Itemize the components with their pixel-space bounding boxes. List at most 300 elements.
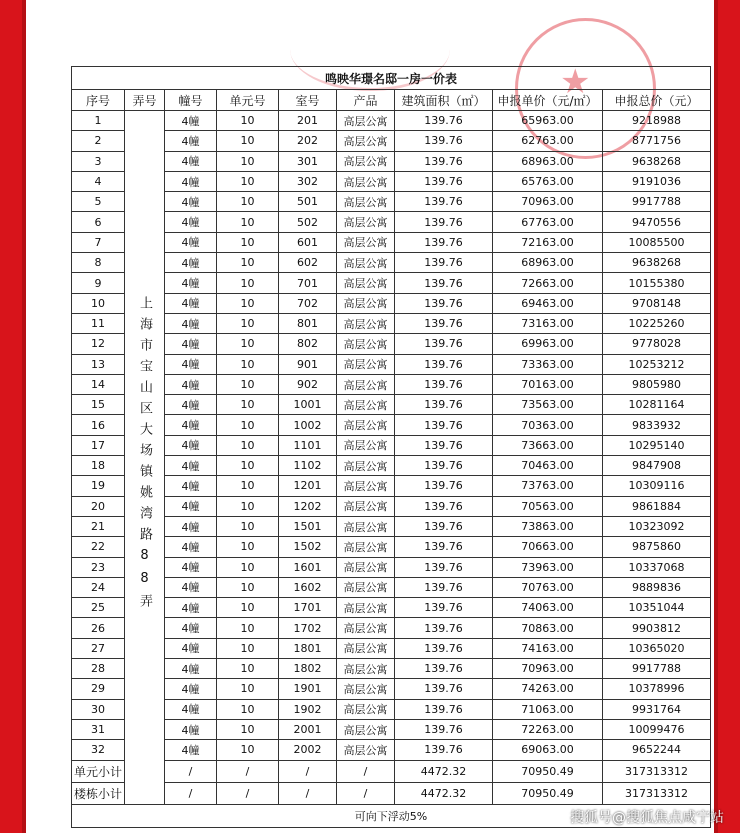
table-cell: 10 [217, 638, 279, 658]
table-cell: 601 [279, 232, 337, 252]
table-cell: 70163.00 [493, 374, 603, 394]
table-cell: 139.76 [395, 496, 493, 516]
table-cell: 139.76 [395, 253, 493, 273]
table-cell: 4幢 [165, 719, 217, 739]
table-cell: 4幢 [165, 679, 217, 699]
table-cell: 10 [217, 232, 279, 252]
table-cell: 7 [72, 232, 125, 252]
table-cell: 高层公寓 [337, 354, 395, 374]
table-cell: 10 [217, 577, 279, 597]
table-cell: 4幢 [165, 415, 217, 435]
table-cell: 9191036 [603, 171, 711, 191]
table-cell: 139.76 [395, 740, 493, 760]
table-row [72, 516, 711, 536]
subtotal-cell: / [217, 782, 279, 804]
table-cell: 9218988 [603, 111, 711, 131]
table-cell: 10 [217, 719, 279, 739]
table-cell: 4幢 [165, 476, 217, 496]
table-cell: 9805980 [603, 374, 711, 394]
table-cell: 10 [217, 618, 279, 638]
table-cell: 2 [72, 131, 125, 151]
table-cell: 139.76 [395, 192, 493, 212]
column-header: 室号 [279, 90, 337, 111]
table-cell: 1902 [279, 699, 337, 719]
table-cell: 1001 [279, 395, 337, 415]
table-cell: 65763.00 [493, 171, 603, 191]
table-cell: 1901 [279, 679, 337, 699]
table-cell: 高层公寓 [337, 577, 395, 597]
table-cell: 69063.00 [493, 740, 603, 760]
table-cell: 2001 [279, 719, 337, 739]
table-cell: 139.76 [395, 719, 493, 739]
table-cell: 4幢 [165, 151, 217, 171]
table-row [72, 456, 711, 476]
column-header: 申报总价（元） [603, 90, 711, 111]
table-cell: 高层公寓 [337, 719, 395, 739]
table-cell: 9917788 [603, 659, 711, 679]
subtotal-row [72, 782, 711, 804]
table-cell: 65963.00 [493, 111, 603, 131]
table-row [72, 537, 711, 557]
table-cell: 5 [72, 192, 125, 212]
subtotal-cell: 70950.49 [493, 782, 603, 804]
table-cell: 4幢 [165, 537, 217, 557]
table-cell: 10 [217, 273, 279, 293]
table-cell: 139.76 [395, 151, 493, 171]
table-cell: 139.76 [395, 699, 493, 719]
table-row [72, 476, 711, 496]
table-cell: 602 [279, 253, 337, 273]
subtotal-cell: 317313312 [603, 782, 711, 804]
table-cell: 1602 [279, 577, 337, 597]
table-cell: 高层公寓 [337, 679, 395, 699]
table-cell: 4幢 [165, 456, 217, 476]
table-cell: 9652244 [603, 740, 711, 760]
table-cell: 1102 [279, 456, 337, 476]
table-row [72, 638, 711, 658]
subtotal-cell: / [165, 782, 217, 804]
table-cell: 4幢 [165, 334, 217, 354]
table-cell: 139.76 [395, 273, 493, 293]
table-cell: 68963.00 [493, 151, 603, 171]
table-cell: 73163.00 [493, 313, 603, 333]
table-cell: 139.76 [395, 374, 493, 394]
table-cell: 10 [217, 598, 279, 618]
table-cell: 10309116 [603, 476, 711, 496]
table-cell: 139.76 [395, 679, 493, 699]
table-cell: 9833932 [603, 415, 711, 435]
table-cell: 2002 [279, 740, 337, 760]
table-cell: 11 [72, 313, 125, 333]
table-cell: 9917788 [603, 192, 711, 212]
table-cell: 10155380 [603, 273, 711, 293]
table-row [72, 171, 711, 191]
column-header: 产品 [337, 90, 395, 111]
table-cell: 139.76 [395, 577, 493, 597]
table-cell: 高层公寓 [337, 740, 395, 760]
table-cell: 10 [217, 516, 279, 536]
table-cell: 30 [72, 699, 125, 719]
table-row [72, 253, 711, 273]
column-header: 幢号 [165, 90, 217, 111]
table-cell: 74063.00 [493, 598, 603, 618]
table-cell: 70563.00 [493, 496, 603, 516]
table-row [72, 192, 711, 212]
table-cell: 4幢 [165, 618, 217, 638]
table-cell: 139.76 [395, 334, 493, 354]
table-cell: 9638268 [603, 253, 711, 273]
table-cell: 139.76 [395, 232, 493, 252]
table-cell: 29 [72, 679, 125, 699]
table-cell: 10 [217, 131, 279, 151]
table-cell: 4幢 [165, 395, 217, 415]
table-row [72, 577, 711, 597]
table-cell: 9470556 [603, 212, 711, 232]
table-cell: 1702 [279, 618, 337, 638]
table-cell: 67763.00 [493, 212, 603, 232]
table-cell: 4幢 [165, 516, 217, 536]
table-cell: 9861884 [603, 496, 711, 516]
table-cell: 高层公寓 [337, 659, 395, 679]
table-cell: 139.76 [395, 313, 493, 333]
subtotal-cell: 70950.49 [493, 760, 603, 782]
table-cell: 139.76 [395, 476, 493, 496]
column-header: 申报单价（元/㎡） [493, 90, 603, 111]
table-cell: 139.76 [395, 131, 493, 151]
table-cell: 70963.00 [493, 659, 603, 679]
subtotal-cell: / [337, 760, 395, 782]
table-cell: 139.76 [395, 415, 493, 435]
table-cell: 10378996 [603, 679, 711, 699]
table-cell: 高层公寓 [337, 456, 395, 476]
table-row [72, 374, 711, 394]
table-cell: 10 [217, 537, 279, 557]
table-cell: 4幢 [165, 131, 217, 151]
table-cell: 139.76 [395, 618, 493, 638]
table-row [72, 395, 711, 415]
right-frame-edge [714, 0, 718, 833]
column-header: 序号 [72, 90, 125, 111]
table-row [72, 354, 711, 374]
table-row [72, 293, 711, 313]
table-cell: 1101 [279, 435, 337, 455]
table-cell: 9889836 [603, 577, 711, 597]
column-header: 单元号 [217, 90, 279, 111]
table-cell: 201 [279, 111, 337, 131]
column-header: 建筑面积（㎡） [395, 90, 493, 111]
table-cell: 10 [217, 374, 279, 394]
table-cell: 18 [72, 456, 125, 476]
table-cell: 139.76 [395, 395, 493, 415]
table-cell: 高层公寓 [337, 395, 395, 415]
table-cell: 139.76 [395, 293, 493, 313]
table-cell: 10 [217, 435, 279, 455]
table-cell: 10 [217, 313, 279, 333]
table-cell: 10 [217, 171, 279, 191]
table-cell: 4幢 [165, 598, 217, 618]
subtotal-label: 楼栋小计 [72, 782, 125, 804]
table-cell: 139.76 [395, 557, 493, 577]
table-cell: 69963.00 [493, 334, 603, 354]
table-row [72, 496, 711, 516]
table-cell: 139.76 [395, 598, 493, 618]
table-cell: 4幢 [165, 253, 217, 273]
table-cell: 801 [279, 313, 337, 333]
table-cell: 高层公寓 [337, 111, 395, 131]
table-cell: 10085500 [603, 232, 711, 252]
table-cell: 10 [217, 192, 279, 212]
table-cell: 9903812 [603, 618, 711, 638]
table-cell: 139.76 [395, 111, 493, 131]
table-cell: 4幢 [165, 374, 217, 394]
table-cell: 4幢 [165, 496, 217, 516]
table-cell: 74163.00 [493, 638, 603, 658]
table-row [72, 415, 711, 435]
table-cell: 10253212 [603, 354, 711, 374]
table-cell: 4 [72, 171, 125, 191]
table-cell: 4幢 [165, 293, 217, 313]
table-cell: 高层公寓 [337, 192, 395, 212]
table-cell: 高层公寓 [337, 618, 395, 638]
subtotal-cell: / [279, 782, 337, 804]
table-cell: 1002 [279, 415, 337, 435]
table-cell: 14 [72, 374, 125, 394]
table-cell: 13 [72, 354, 125, 374]
table-cell: 902 [279, 374, 337, 394]
table-cell: 139.76 [395, 638, 493, 658]
table-cell: 高层公寓 [337, 415, 395, 435]
table-cell: 10 [217, 679, 279, 699]
table-row [72, 151, 711, 171]
subtotal-row [72, 760, 711, 782]
table-cell: 70863.00 [493, 618, 603, 638]
table-cell: 73863.00 [493, 516, 603, 536]
table-cell: 10323092 [603, 516, 711, 536]
table-cell: 高层公寓 [337, 537, 395, 557]
table-cell: 高层公寓 [337, 374, 395, 394]
table-cell: 70763.00 [493, 577, 603, 597]
table-row [72, 659, 711, 679]
table-cell: 高层公寓 [337, 131, 395, 151]
table-cell: 高层公寓 [337, 293, 395, 313]
table-cell: 74263.00 [493, 679, 603, 699]
table-cell: 9875860 [603, 537, 711, 557]
table-cell: 901 [279, 354, 337, 374]
table-cell: 高层公寓 [337, 151, 395, 171]
table-row [72, 313, 711, 333]
table-cell: 4幢 [165, 192, 217, 212]
table-cell: 23 [72, 557, 125, 577]
table-cell: 19 [72, 476, 125, 496]
watermark-text: 搜狐号@搜狐焦点咸宁站 [570, 810, 724, 826]
table-cell: 4幢 [165, 273, 217, 293]
table-cell: 302 [279, 171, 337, 191]
table-cell: 高层公寓 [337, 699, 395, 719]
header-row [72, 90, 711, 111]
address-text: 上海市宝山区大场镇姚湾路88弄 [137, 296, 152, 616]
table-cell: 10 [217, 496, 279, 516]
table-cell: 73763.00 [493, 476, 603, 496]
table-cell: 高层公寓 [337, 516, 395, 536]
table-row [72, 740, 711, 760]
table-cell: 1802 [279, 659, 337, 679]
subtotal-cell: 4472.32 [395, 760, 493, 782]
table-cell: 22 [72, 537, 125, 557]
table-cell: 4幢 [165, 232, 217, 252]
table-cell: 1601 [279, 557, 337, 577]
table-cell: 10 [217, 557, 279, 577]
table-cell: 高层公寓 [337, 313, 395, 333]
table-cell: 8771756 [603, 131, 711, 151]
table-cell: 802 [279, 334, 337, 354]
table-cell: 139.76 [395, 435, 493, 455]
table-cell: 9847908 [603, 456, 711, 476]
table-cell: 4幢 [165, 171, 217, 191]
table-cell: 高层公寓 [337, 232, 395, 252]
table-cell: 73563.00 [493, 395, 603, 415]
table-cell: 10337068 [603, 557, 711, 577]
table-cell: 27 [72, 638, 125, 658]
table-cell: 4幢 [165, 313, 217, 333]
price-table [71, 66, 711, 828]
table-cell: 1202 [279, 496, 337, 516]
table-cell: 10 [217, 111, 279, 131]
table-cell: 702 [279, 293, 337, 313]
table-cell: 68963.00 [493, 253, 603, 273]
table-cell: 1201 [279, 476, 337, 496]
table-cell: 10 [217, 354, 279, 374]
table-cell: 10 [72, 293, 125, 313]
table-cell: 502 [279, 212, 337, 232]
table-cell: 10225260 [603, 313, 711, 333]
table-cell: 1701 [279, 598, 337, 618]
table-row [72, 679, 711, 699]
table-cell: 10 [217, 212, 279, 232]
table-cell: 69463.00 [493, 293, 603, 313]
table-cell: 10 [217, 151, 279, 171]
table-cell: 10281164 [603, 395, 711, 415]
table-row [72, 111, 711, 131]
table-title: 鸣映华璟名邸一房一价表 [72, 67, 711, 90]
table-cell: 4幢 [165, 659, 217, 679]
table-cell: 4幢 [165, 557, 217, 577]
table-cell: 10 [217, 395, 279, 415]
seal-star-icon: ★ [560, 62, 591, 102]
table-cell: 62763.00 [493, 131, 603, 151]
table-cell: 10 [217, 476, 279, 496]
subtotal-cell: / [279, 760, 337, 782]
table-cell: 70663.00 [493, 537, 603, 557]
table-cell: 10351044 [603, 598, 711, 618]
table-row [72, 719, 711, 739]
table-cell: 高层公寓 [337, 273, 395, 293]
table-cell: 70463.00 [493, 456, 603, 476]
table-cell: 25 [72, 598, 125, 618]
subtotal-cell: 317313312 [603, 760, 711, 782]
table-row [72, 334, 711, 354]
table-cell: 9638268 [603, 151, 711, 171]
table-cell: 高层公寓 [337, 496, 395, 516]
table-cell: 301 [279, 151, 337, 171]
table-cell: 高层公寓 [337, 253, 395, 273]
footer-note: 可向下浮动5% [72, 804, 711, 827]
table-cell: 16 [72, 415, 125, 435]
table-cell: 17 [72, 435, 125, 455]
table-cell: 4幢 [165, 699, 217, 719]
subtotal-cell: 4472.32 [395, 782, 493, 804]
table-cell: 15 [72, 395, 125, 415]
table-cell: 9 [72, 273, 125, 293]
table-cell: 8 [72, 253, 125, 273]
table-cell: 73363.00 [493, 354, 603, 374]
table-cell: 26 [72, 618, 125, 638]
table-cell: 高层公寓 [337, 212, 395, 232]
table-cell: 10 [217, 415, 279, 435]
table-cell: 1502 [279, 537, 337, 557]
table-row [72, 273, 711, 293]
table-cell: 73663.00 [493, 435, 603, 455]
table-cell: 4幢 [165, 354, 217, 374]
subtotal-cell: / [217, 760, 279, 782]
subtotal-cell: / [165, 760, 217, 782]
table-cell: 139.76 [395, 537, 493, 557]
table-cell: 72663.00 [493, 273, 603, 293]
table-cell: 高层公寓 [337, 334, 395, 354]
table-cell: 10 [217, 659, 279, 679]
table-cell: 72163.00 [493, 232, 603, 252]
subtotal-label: 单元小计 [72, 760, 125, 782]
table-cell: 高层公寓 [337, 171, 395, 191]
table-row [72, 131, 711, 151]
table-cell: 3 [72, 151, 125, 171]
table-cell: 10 [217, 456, 279, 476]
table-cell: 701 [279, 273, 337, 293]
table-row [72, 232, 711, 252]
table-row [72, 557, 711, 577]
table-cell: 12 [72, 334, 125, 354]
table-cell: 31 [72, 719, 125, 739]
table-cell: 9778028 [603, 334, 711, 354]
column-header: 弄号 [125, 90, 165, 111]
table-cell: 4幢 [165, 638, 217, 658]
table-row [72, 618, 711, 638]
table-cell: 139.76 [395, 456, 493, 476]
table-cell: 10 [217, 293, 279, 313]
table-cell: 28 [72, 659, 125, 679]
table-cell: 9708148 [603, 293, 711, 313]
table-cell: 1801 [279, 638, 337, 658]
table-cell: 139.76 [395, 516, 493, 536]
table-cell: 139.76 [395, 212, 493, 232]
table-cell: 1 [72, 111, 125, 131]
table-cell: 高层公寓 [337, 638, 395, 658]
address-cell [125, 111, 165, 805]
table-cell: 24 [72, 577, 125, 597]
table-cell: 4幢 [165, 740, 217, 760]
table-cell: 高层公寓 [337, 435, 395, 455]
table-cell: 32 [72, 740, 125, 760]
table-cell: 10099476 [603, 719, 711, 739]
table-cell: 6 [72, 212, 125, 232]
table-cell: 10 [217, 740, 279, 760]
table-cell: 高层公寓 [337, 598, 395, 618]
table-cell: 4幢 [165, 435, 217, 455]
table-cell: 1501 [279, 516, 337, 536]
table-cell: 4幢 [165, 212, 217, 232]
table-row [72, 212, 711, 232]
table-row [72, 435, 711, 455]
table-cell: 139.76 [395, 171, 493, 191]
